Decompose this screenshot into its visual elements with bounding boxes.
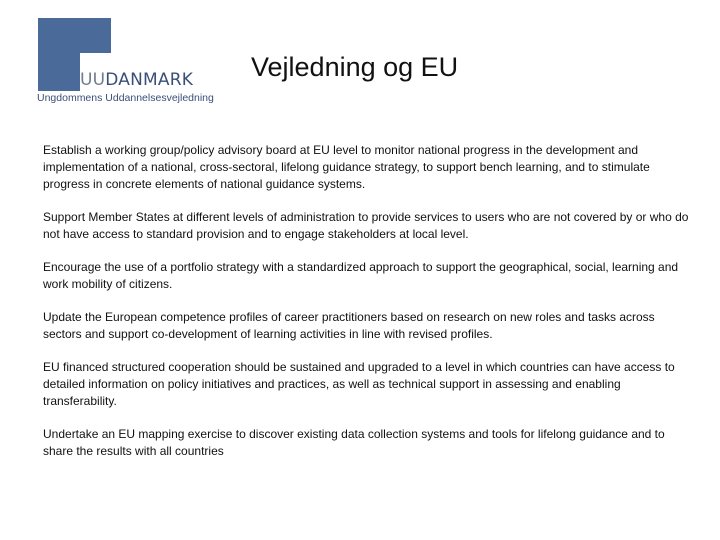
paragraph-eu-mapping: Undertake an EU mapping exercise to discover existing data collection systems and tools for lifelong guidance and to share the results with all countries — [43, 427, 665, 458]
uudanmark-logo — [36, 18, 214, 104]
paragraph-portfolio-strategy: Encourage the use of a portfolio strategy with a standardized approach to support the geographical, social, learning and work mobility of citizens. — [43, 260, 679, 291]
logo-name-prefix: UU — [80, 70, 106, 90]
paragraph-member-states: Support Member States at different levels of administration to provide services to users who are not covered by or who do not have access to standard provision and to engage stakeholders at local level. — [43, 210, 689, 241]
slide-body — [43, 142, 691, 476]
logo-subtitle: Ungdommens Uddannelsesvejledning — [37, 92, 214, 104]
logo-name-rest: DANMARK — [105, 70, 194, 90]
logo-name — [80, 70, 193, 90]
paragraph-structured-cooperation: EU financed structured cooperation should be sustained and upgraded to a level in which countries can have access to detailed information on policy initiatives and practices, as well as technical support in assessing and enabling transferability. — [43, 360, 675, 408]
paragraph-competence-profiles: Update the European competence profiles of career practitioners based on research on new roles and tasks across sectors and support co-development of learning activities in line with revised profiles. — [43, 310, 655, 341]
slide-title: Vejledning og EU — [251, 52, 459, 82]
paragraph-working-group: Establish a working group/policy advisory board at EU level to monitor national progress in the development and implementation of a national, cross-sectoral, lifelong guidance strategy, to support bench learning, and to stimulate progress in concrete elements of national guidance systems. — [43, 143, 650, 191]
